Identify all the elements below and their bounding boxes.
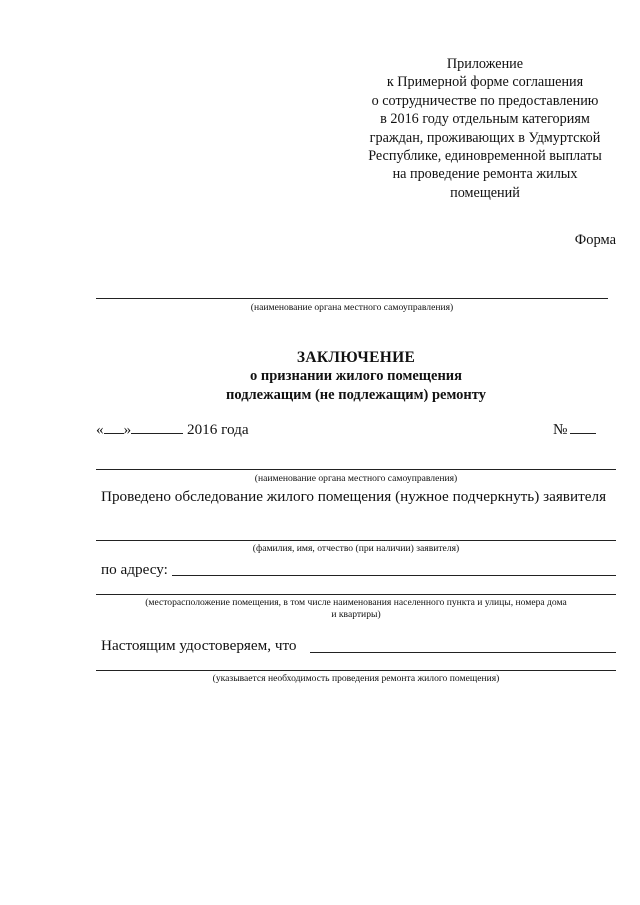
appendix-header [340, 55, 630, 202]
year-text: 2016 года [186, 421, 249, 438]
org-name-caption: (наименование органа местного самоуправления) [250, 302, 454, 313]
address-line[interactable] [172, 575, 616, 576]
repair-line[interactable] [96, 670, 616, 671]
number-sign: № [553, 421, 568, 438]
document-title [96, 348, 616, 405]
address-label: по адресу: [101, 561, 168, 578]
location-caption-line-2: и квартиры) [331, 609, 381, 620]
date-row [96, 421, 249, 439]
appendix-line: помещений [450, 184, 520, 201]
appendix-line: Приложение [446, 56, 524, 72]
number-row [553, 421, 596, 439]
applicant-name-line[interactable] [96, 540, 616, 541]
quote-open: « [96, 421, 104, 438]
title-main: ЗАКЛЮЧЕНИЕ [296, 349, 416, 366]
number-field[interactable] [570, 421, 596, 434]
appendix-line: Республике, единовременной выплаты [368, 148, 602, 165]
certify-line[interactable] [310, 652, 616, 653]
location-caption-line-1: (месторасположение помещения, в том числе наименования населенного пункта и улицы, номера дома [145, 597, 567, 608]
applicant-caption: (фамилия, имя, отчество (при наличии) заявителя) [252, 543, 460, 554]
appendix-line: на проведение ремонта жилых [392, 166, 578, 183]
repair-caption: (указывается необходимость проведения ремонта жилого помещения) [212, 673, 500, 684]
appendix-line: граждан, проживающих в Удмуртской [369, 129, 601, 146]
title-subtitle-2: подлежащим (не подлежащим) ремонту [226, 387, 486, 403]
certify-text: Настоящим удостоверяем, что [101, 637, 297, 654]
quote-close: » [123, 421, 132, 438]
address-line-2[interactable] [96, 594, 616, 595]
appendix-line: о сотрудничестве по предоставлению [371, 92, 599, 109]
org-name-caption-2: (наименование органа местного самоуправления) [254, 473, 458, 484]
form-label: Форма [574, 232, 616, 248]
org-name-line-2[interactable] [96, 469, 616, 470]
location-caption [96, 597, 616, 621]
org-name-line[interactable] [96, 298, 608, 299]
day-field[interactable] [104, 421, 124, 434]
appendix-line: к Примерной форме соглашения [386, 74, 584, 91]
title-subtitle-1: о признании жилого помещения [250, 368, 462, 384]
appendix-line: в 2016 году отдельным категориям [380, 111, 590, 128]
month-field[interactable] [131, 421, 183, 434]
inspection-text: Проведено обследование жилого помещения (нужное подчеркнуть) заявителя [101, 488, 607, 505]
